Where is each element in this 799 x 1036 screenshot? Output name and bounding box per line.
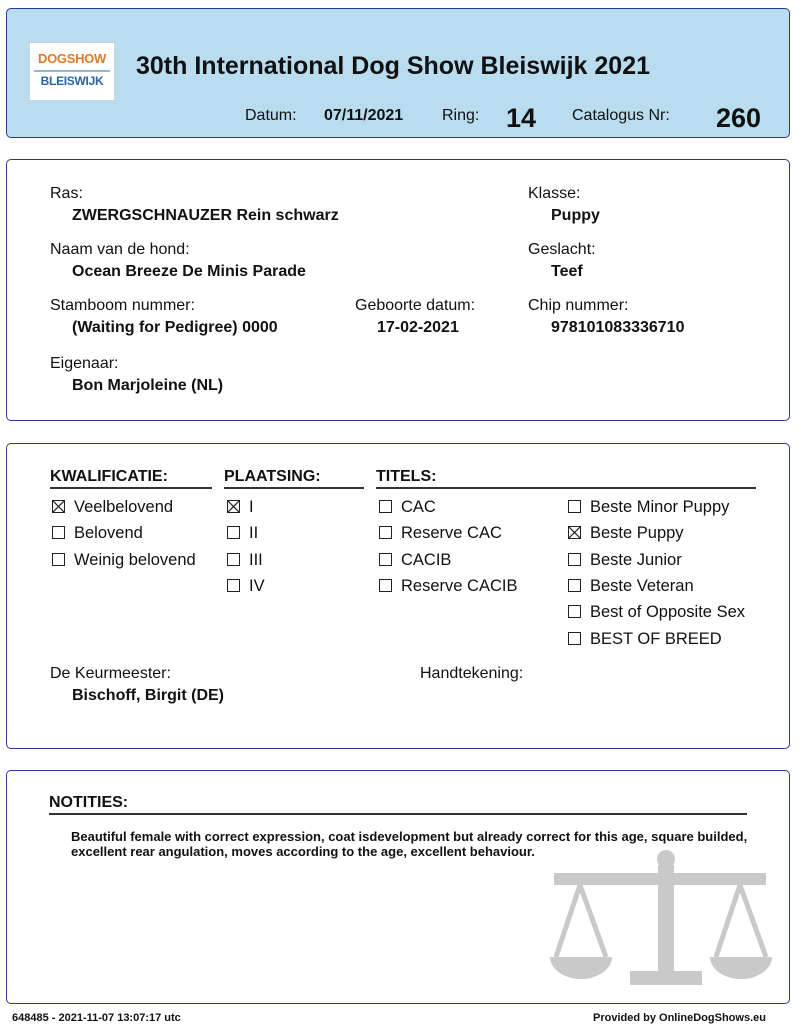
titels-header: TITELS: (376, 468, 437, 485)
chip-label: Chip nummer: (528, 297, 629, 314)
checkbox-label: CACIB (401, 550, 452, 569)
header-panel (6, 8, 790, 138)
checkbox-titels_a-0[interactable] (379, 498, 436, 517)
unchecked-box-icon[interactable] (52, 526, 65, 539)
checkbox-titels_b-1[interactable] (568, 524, 684, 543)
checkbox-titels_b-3[interactable] (568, 577, 694, 596)
checkbox-label: Veelbelovend (74, 498, 174, 516)
dogshow-bleiswijk-logo (29, 42, 115, 101)
keurmeester-label: De Keurmeester: (50, 665, 171, 682)
chip-value: 978101083336710 (551, 319, 685, 336)
checkbox-label: Reserve CACIB (401, 576, 518, 595)
unchecked-box-icon[interactable] (52, 553, 65, 566)
checkbox-kwalificatie-1[interactable] (52, 524, 143, 543)
unchecked-box-icon[interactable] (227, 579, 240, 592)
footer-id-timestamp: 648485 - 2021-11-07 13:07:17 utc (12, 1012, 181, 1024)
checkbox-kwalificatie-0[interactable] (52, 498, 173, 517)
checkbox-label: I (249, 498, 254, 516)
notes-panel (6, 770, 790, 1004)
checkbox-label: Beste Junior (590, 550, 682, 569)
unchecked-box-icon[interactable] (379, 500, 392, 513)
checkbox-label: Weinig belovend (74, 550, 196, 569)
unchecked-box-icon[interactable] (568, 500, 581, 513)
handtekening-label: Handtekening: (420, 665, 524, 682)
unchecked-box-icon[interactable] (379, 526, 392, 539)
ras-label: Ras: (50, 185, 83, 202)
checkbox-label: CAC (401, 498, 436, 516)
logo-line1: DOGSHOW (38, 51, 106, 66)
checkbox-plaatsing-1[interactable] (227, 524, 258, 543)
checkbox-label: Best of Opposite Sex (590, 603, 746, 622)
checkbox-label: Reserve CAC (401, 524, 502, 543)
geslacht-label: Geslacht: (528, 241, 596, 258)
ras-value: ZWERGSCHNAUZER Rein schwarz (72, 207, 339, 224)
unchecked-box-icon[interactable] (379, 579, 392, 592)
plaatsing-header: PLAATSING: (224, 468, 321, 485)
checkbox-label: Beste Minor Puppy (590, 498, 730, 516)
notes-header: NOTITIES: (49, 794, 129, 811)
naam-label: Naam van de hond: (50, 241, 190, 258)
geboorte-value: 17-02-2021 (377, 319, 459, 336)
klasse-label: Klasse: (528, 185, 581, 202)
catalogus-label: Catalogus Nr: (572, 107, 670, 124)
naam-value: Ocean Breeze De Minis Parade (72, 263, 306, 280)
checkbox-titels_a-2[interactable] (379, 551, 451, 570)
checkbox-titels_b-4[interactable] (568, 603, 745, 622)
checkbox-label: II (249, 524, 259, 543)
checkbox-label: BEST OF BREED (590, 629, 722, 648)
unchecked-box-icon[interactable] (568, 579, 581, 592)
unchecked-box-icon[interactable] (227, 553, 240, 566)
checkbox-label: Beste Puppy (590, 524, 684, 543)
checkbox-label: III (249, 550, 263, 569)
unchecked-box-icon[interactable] (227, 526, 240, 539)
checkbox-titels_b-5[interactable] (568, 630, 722, 649)
geboorte-label: Geboorte datum: (355, 297, 476, 314)
logo-line2: BLEISWIJK (40, 74, 104, 88)
footer-provider: Provided by OnlineDogShows.eu (593, 1012, 766, 1024)
eigenaar-value: Bon Marjoleine (NL) (72, 377, 224, 394)
checked-box-icon[interactable] (52, 500, 65, 513)
checkbox-kwalificatie-2[interactable] (52, 551, 196, 570)
checkbox-label: Beste Veteran (590, 576, 694, 595)
ring-label: Ring: (442, 107, 480, 124)
stamboom-label: Stamboom nummer: (50, 297, 195, 314)
checkbox-titels_a-3[interactable] (379, 577, 517, 596)
checkbox-label: Belovend (74, 524, 143, 543)
checkbox-label: IV (249, 576, 265, 595)
checkbox-plaatsing-3[interactable] (227, 577, 265, 596)
geslacht-value: Teef (551, 263, 583, 280)
keurmeester-value: Bischoff, Birgit (DE) (72, 687, 224, 704)
checkbox-titels_b-0[interactable] (568, 498, 729, 517)
kwalificatie-header: KWALIFICATIE: (50, 468, 168, 485)
dog-info-panel (6, 159, 790, 421)
unchecked-box-icon[interactable] (379, 553, 392, 566)
checkbox-titels_a-1[interactable] (379, 524, 502, 543)
datum-value: 07/11/2021 (324, 107, 404, 124)
unchecked-box-icon[interactable] (568, 605, 581, 618)
klasse-value: Puppy (551, 207, 600, 224)
stamboom-value: (Waiting for Pedigree) 0000 (72, 319, 278, 336)
unchecked-box-icon[interactable] (568, 553, 581, 566)
scales-watermark-icon (544, 845, 776, 993)
eigenaar-label: Eigenaar: (50, 355, 119, 372)
judging-panel (6, 443, 790, 749)
checked-box-icon[interactable] (568, 526, 581, 539)
notes-text: Beautiful female with correct expression, coat isdevelopment but already correct for this age, square builded, excellent rear angulation, moves according to the age, excellent behaviour. (71, 829, 748, 859)
checkbox-plaatsing-0[interactable] (227, 498, 254, 517)
unchecked-box-icon[interactable] (568, 632, 581, 645)
show-title: 30th International Dog Show Bleiswijk 2021 (136, 52, 651, 80)
checkbox-titels_b-2[interactable] (568, 551, 682, 570)
catalogus-value: 260 (716, 103, 762, 133)
ring-value: 14 (506, 103, 537, 133)
checked-box-icon[interactable] (227, 500, 240, 513)
datum-label: Datum: (245, 107, 297, 124)
checkbox-plaatsing-2[interactable] (227, 551, 263, 570)
